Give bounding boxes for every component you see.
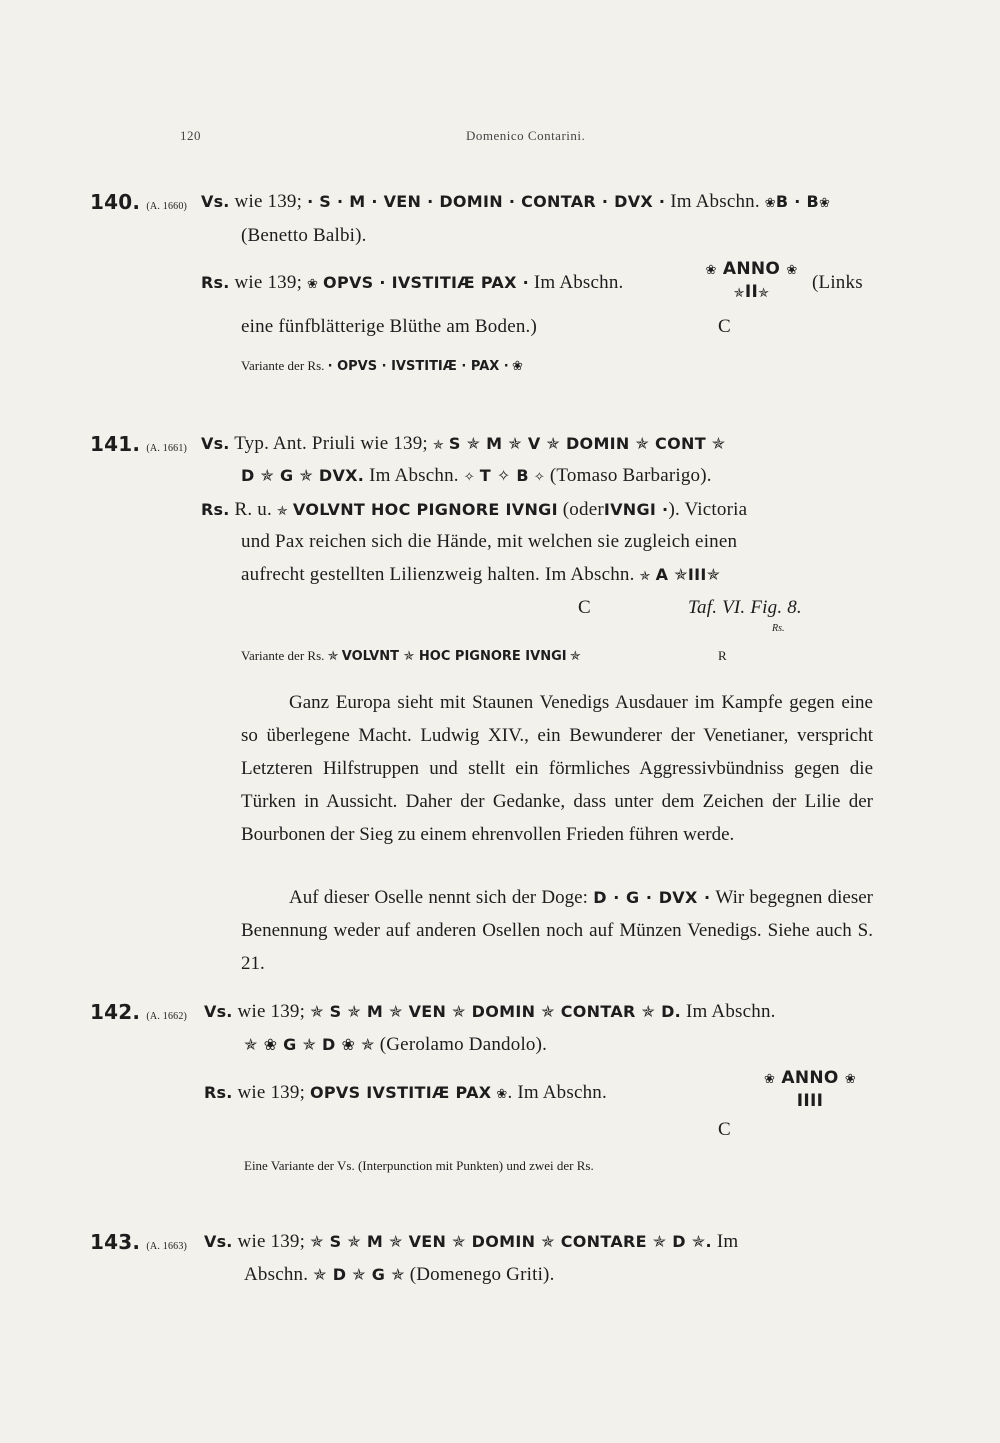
body-paragraph: Ganz Europa sieht mit Staunen Venedigs Ausdauer im Kampfe gegen eine so überlegene Macht. Ludwig XIV., ein Bewunderer der Venetianer, verspricht Letzteren Hilfstruppen und stellt ein förmliches Aggressivbündniss gegen die Türken in Aussicht. Daher der Gedanke, dass unter dem Zeichen der Lilie der Bourbonen der Sieg zu einem ehrenvollen Frieden führen werde.: [241, 692, 873, 845]
plate-sub: Rs.: [772, 623, 785, 634]
vs-line: [201, 432, 725, 458]
rosette-icon: ❀: [307, 277, 319, 292]
text: wie 139;: [234, 191, 303, 212]
coin-legend: VOLVNT ✯ HOC PIGNORE IVNGI: [341, 649, 567, 664]
text: ). Victoria: [668, 499, 748, 520]
text: (Links: [812, 272, 863, 293]
text: Typ. Ant. Priuli wie 139;: [234, 433, 428, 454]
vs-line: [201, 190, 830, 216]
vs-line-2: [244, 1263, 555, 1287]
rs-line: [204, 1081, 607, 1107]
entry-year: (A. 1663): [146, 1241, 188, 1252]
rs-label: Rs.: [201, 500, 230, 519]
text: Im Abschn.: [686, 1001, 776, 1022]
entry-year: (A. 1661): [146, 443, 188, 454]
rosette-icon: ❀: [764, 196, 776, 211]
coin-legend: OPVS · IVSTITIÆ PAX ·: [323, 273, 529, 292]
diamond-icon: ✧: [533, 470, 545, 485]
entry-year: (A. 1662): [146, 1011, 188, 1022]
rosette-icon: ❀: [763, 1072, 776, 1087]
diamond-icon: ✧: [463, 470, 475, 485]
variant-label: Variante der Rs.: [241, 648, 325, 663]
rarity: R: [718, 648, 727, 663]
rosette-icon: ❀: [844, 1072, 857, 1087]
page-number: 120: [180, 128, 201, 143]
text: (Tomaso Barbarigo).: [549, 465, 712, 486]
exergue: ✯ ❀ G ✯ D ❀ ✯: [244, 1035, 375, 1054]
vs-line-2: [244, 1033, 547, 1057]
exergue: ✯ D ✯ G ✯: [313, 1265, 405, 1284]
text: und Pax reichen sich die Hände, mit welchen sie zugleich einen: [241, 531, 738, 552]
variant-label: Variante der Rs.: [241, 358, 325, 373]
vs-label: Vs.: [201, 192, 230, 211]
rosette-icon: ❀: [512, 359, 523, 374]
coin-legend-alt: IVNGI ·: [603, 500, 669, 519]
star-icon: ✯: [327, 649, 339, 664]
exergue-block: [745, 1068, 875, 1112]
text: Wir begegnen dieser Benennung weder auf anderen Osellen noch auf Münzen Venedigs. Siehe auch S. 21.: [241, 887, 873, 974]
text: (Domenego Griti).: [409, 1264, 555, 1285]
coin-legend: S ✯ M ✯ V ✯ DOMIN ✯ CONT ✯: [448, 434, 726, 453]
exergue-bottom: II: [744, 282, 759, 302]
entry-number: 143.: [90, 1230, 141, 1254]
text: aufrecht gestellten Lilienzweig halten. Im Abschn.: [241, 564, 635, 585]
star-icon: ✯: [569, 649, 581, 664]
text: Im Abschn.: [533, 272, 624, 293]
text: wie 139;: [234, 272, 303, 293]
text: eine fünfblätterige Blüthe am Boden.): [241, 316, 537, 337]
text: wie 139;: [237, 1001, 306, 1022]
rs-label: Rs.: [201, 273, 230, 292]
entry-number: 142.: [90, 1000, 141, 1024]
exergue-block: [694, 259, 809, 305]
coin-legend: D ✯ G ✯ DVX.: [241, 466, 365, 485]
body-paragraph: [241, 881, 873, 980]
rs-label: Rs.: [204, 1083, 233, 1102]
text: Im: [716, 1231, 739, 1252]
plate-reference: Taf. VI. Fig. 8.: [688, 597, 802, 618]
text: R. u.: [234, 499, 272, 520]
rarity: C: [718, 316, 731, 337]
text: (Gerolamo Dandolo).: [379, 1034, 548, 1055]
entry-year: (A. 1660): [146, 201, 188, 212]
text: Abschn.: [244, 1264, 309, 1285]
rosette-icon: ❀: [818, 196, 831, 211]
text: Im Abschn.: [670, 191, 760, 212]
rs-line: [201, 498, 747, 524]
rosette-icon: ❀: [705, 263, 717, 278]
variant-line: [241, 648, 581, 664]
rosette-icon: ❀: [786, 263, 798, 278]
star-icon: ✯: [733, 286, 745, 301]
entry-number: 140.: [90, 190, 141, 214]
name-line: (Benetto Balbi).: [241, 225, 367, 246]
exergue-top: ANNO: [781, 1068, 839, 1088]
vs-label: Vs.: [201, 434, 230, 453]
text: wie 139;: [237, 1082, 306, 1103]
text: . Im Abschn.: [507, 1082, 607, 1103]
exergue: T ✧ B: [479, 466, 529, 485]
coin-legend: D · G · DVX ·: [593, 888, 711, 907]
running-title: Domenico Contarini.: [466, 128, 586, 143]
coin-legend: ✯ S ✯ M ✯ VEN ✯ DOMIN ✯ CONTAR ✯ D.: [310, 1002, 682, 1021]
vs-label: Vs.: [204, 1232, 233, 1251]
rosette-icon: ❀: [496, 1087, 508, 1102]
vs-line: [204, 1230, 738, 1254]
star-icon: ✯: [276, 504, 288, 519]
coin-legend: · S · M · VEN · DOMIN · CONTAR · DVX ·: [307, 192, 666, 211]
coin-legend: VOLVNT HOC PIGNORE IVNGI: [292, 500, 558, 519]
text: wie 139;: [237, 1231, 306, 1252]
text: Auf dieser Oselle nennt sich der Doge:: [289, 887, 588, 908]
text: Im Abschn.: [369, 465, 459, 486]
rarity: C: [578, 597, 591, 618]
exergue-bottom: IIII: [796, 1091, 824, 1111]
coin-legend: OPVS IVSTITIÆ PAX: [310, 1083, 492, 1102]
star-icon: ✯: [432, 438, 444, 453]
rarity: C: [718, 1119, 731, 1140]
coin-legend: · OPVS · IVSTITIÆ · PAX ·: [327, 359, 509, 374]
star-icon: ✯: [639, 569, 651, 584]
variant-line: [241, 358, 523, 374]
exergue: B · B: [775, 192, 819, 211]
rs-line-3: [241, 563, 720, 589]
exergue: A ✯III✯: [655, 565, 721, 584]
vs-label: Vs.: [204, 1002, 233, 1021]
star-icon: ✯: [758, 286, 770, 301]
text: (oder: [562, 499, 604, 520]
vs-line-2: [241, 464, 712, 490]
exergue-top: ANNO: [722, 259, 781, 279]
entry-number: 141.: [90, 432, 141, 456]
vs-line: [204, 1000, 776, 1024]
variant-note: Eine Variante der Vs. (Interpunction mit Punkten) und zwei der Rs.: [244, 1158, 594, 1173]
coin-legend: ✯ S ✯ M ✯ VEN ✯ DOMIN ✯ CONTARE ✯ D ✯.: [310, 1232, 712, 1251]
rs-line: [201, 271, 624, 297]
